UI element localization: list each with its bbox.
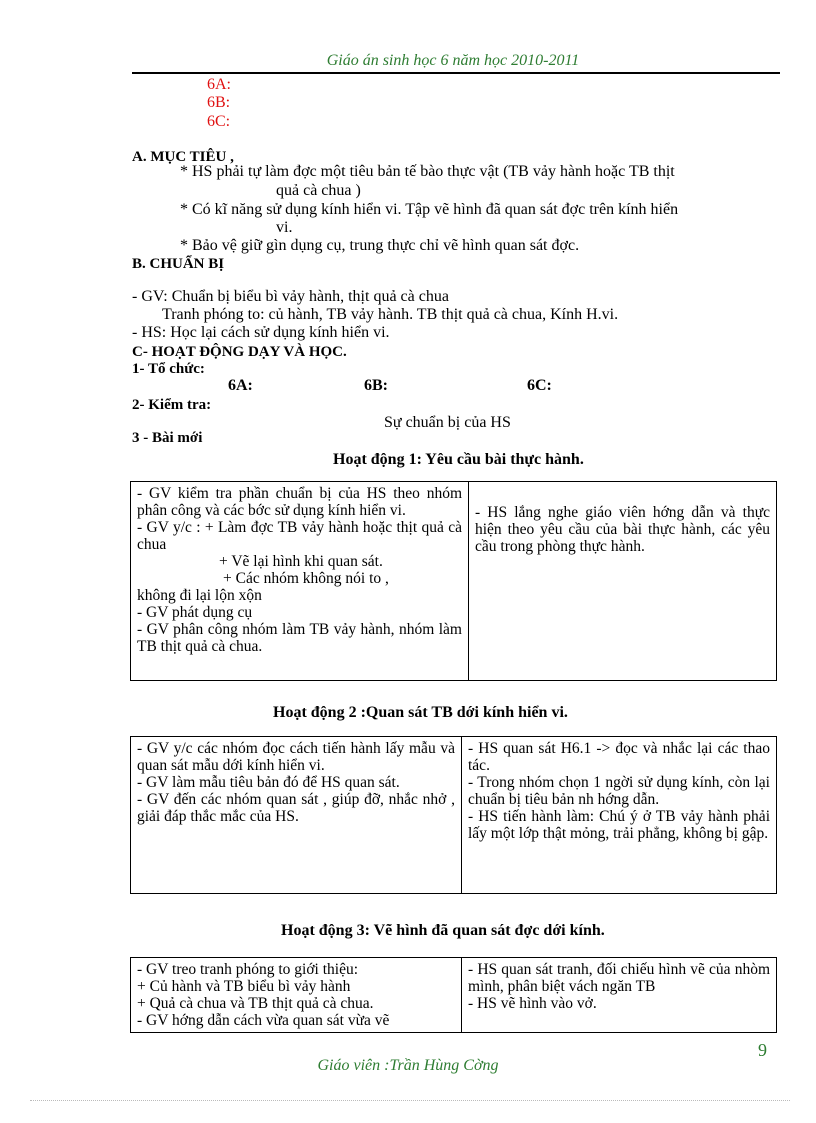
page-number: 9 (758, 1040, 767, 1060)
activity2-table (130, 736, 777, 894)
new-lesson-heading: 3 - Bài mới (132, 430, 203, 446)
activity3-title: Hoạt động 3: Vẽ hình đã quan sát đợc dới kính. (281, 922, 605, 939)
section-b-heading: B. CHUẨN BỊ (132, 256, 225, 272)
section-a-heading: A. MỤC TIÊU , (132, 149, 234, 165)
footer-teacher: Giáo viên :Trần Hùng Cờng (317, 1057, 499, 1074)
objective-2b: vi. (276, 219, 293, 236)
activity1-table (130, 481, 777, 681)
activity3-teacher-cell (131, 958, 462, 1033)
a3-left-3: - GV hớng dẫn cách vừa quan sát vừa vẽ (137, 1012, 390, 1029)
a2-left-1: - GV làm mẫu tiêu bản đó để HS quan sát. (137, 774, 400, 791)
a2-left-0: - GV y/c các nhóm đọc cách tiến hành lấy mẫu và quan sát mẫu dới kính hiển vi. (137, 740, 455, 774)
a3-left-1: + Củ hành và TB biểu bì vảy hành (137, 978, 351, 995)
a1-left-2: + Vẽ lại hình khi quan sát. (219, 553, 383, 570)
check-heading: 2- Kiểm tra: (132, 397, 212, 413)
activity3-table (130, 957, 777, 1033)
a2-right-0: - HS quan sát H6.1 -> đọc và nhắc lại các thao tác. (468, 740, 770, 774)
section-c-heading: C- HOẠT ĐỘNG DẠY VÀ HỌC. (132, 344, 347, 360)
a3-left-0: - GV treo tranh phóng to giới thiệu: (137, 961, 359, 978)
header-rule (132, 72, 780, 74)
header-title: Giáo án sinh học 6 năm học 2010-2011 (326, 52, 580, 69)
check-note: Sự chuẩn bị của HS (384, 414, 511, 431)
a1-left-6: - GV phân công nhóm làm TB vảy hành, nhóm làm TB thịt quả cà chua. (137, 621, 462, 655)
a1-left-0: - GV kiểm tra phần chuẩn bị của HS theo nhóm phân công và các bớc sử dụng kính hiển vi. (137, 485, 462, 519)
activity1-student-cell (469, 482, 777, 681)
a1-left-4: không đi lại lộn xộn (137, 587, 262, 604)
org-class-6b: 6B: (364, 377, 388, 394)
a3-left-2: + Quả cà chua và TB thịt quả cà chua. (137, 995, 374, 1012)
a3-right-0: - HS quan sát tranh, đối chiếu hình vẽ của nhòm mình, phân biệt vách ngăn TB (468, 961, 770, 995)
a1-left-1: - GV y/c : + Làm đợc TB vảy hành hoặc thịt quả cà chua (137, 519, 462, 553)
a1-left-5: - GV phát dụng cụ (137, 604, 253, 621)
objective-1b: quả cà chua ) (276, 182, 361, 199)
class-6c-label: 6C: (207, 113, 231, 130)
a1-right-0: - HS lắng nghe giáo viên hớng dẫn và thực hiện theo yêu cầu của bài thực hành, các yêu cầu trong phòng thực hành. (475, 504, 770, 555)
a2-left-2: - GV đến các nhóm quan sát , giúp đỡ, nhắc nhở , giải đáp thắc mắc của HS. (137, 791, 455, 825)
class-6a-label: 6A: (207, 76, 231, 93)
activity3-student-cell (462, 958, 777, 1033)
activity2-teacher-cell (131, 737, 462, 894)
activity2-student-cell (462, 737, 777, 894)
a1-left-3: + Các nhóm không nói to , (223, 570, 389, 587)
prep-gv: - GV: Chuẩn bị biểu bì vảy hành, thịt quả cà chua (132, 288, 449, 305)
objective-1: * HS phải tự làm đợc một tiêu bản tế bào thực vật (TB vảy hành hoặc TB thịt (180, 163, 675, 180)
org-class-6c: 6C: (527, 377, 552, 394)
a2-right-2: - HS tiến hành làm: Chú ý ở TB vảy hành phải lấy một lớp thật mỏng, trải phẳng, không bị gập. (468, 808, 770, 842)
prep-hs: - HS: Học lại cách sử dụng kính hiển vi. (132, 324, 390, 341)
activity1-teacher-cell (131, 482, 469, 681)
activity2-title: Hoạt động 2 :Quan sát TB dới kính hiển vi. (273, 704, 568, 721)
activity1-title: Hoạt động 1: Yêu cầu bài thực hành. (333, 451, 584, 468)
objective-2: * Có kĩ năng sử dụng kính hiển vi. Tập vẽ hình đã quan sát đợc trên kính hiển (180, 201, 679, 218)
bottom-rule (30, 1100, 790, 1101)
a2-right-1: - Trong nhóm chọn 1 ngời sử dụng kính, còn lại chuẩn bị tiêu bản nh hớng dẫn. (468, 774, 770, 808)
prep-tranh: Tranh phóng to: củ hành, TB vảy hành. TB thịt quả cà chua, Kính H.vi. (162, 306, 619, 323)
org-class-6a: 6A: (228, 377, 253, 394)
org-heading: 1- Tổ chức: (132, 361, 205, 377)
a3-right-1: - HS vẽ hình vào vở. (468, 995, 597, 1012)
objective-3: * Bảo vệ giữ gìn dụng cụ, trung thực chỉ vẽ hình quan sát đợc. (180, 237, 580, 254)
class-6b-label: 6B: (207, 94, 231, 111)
